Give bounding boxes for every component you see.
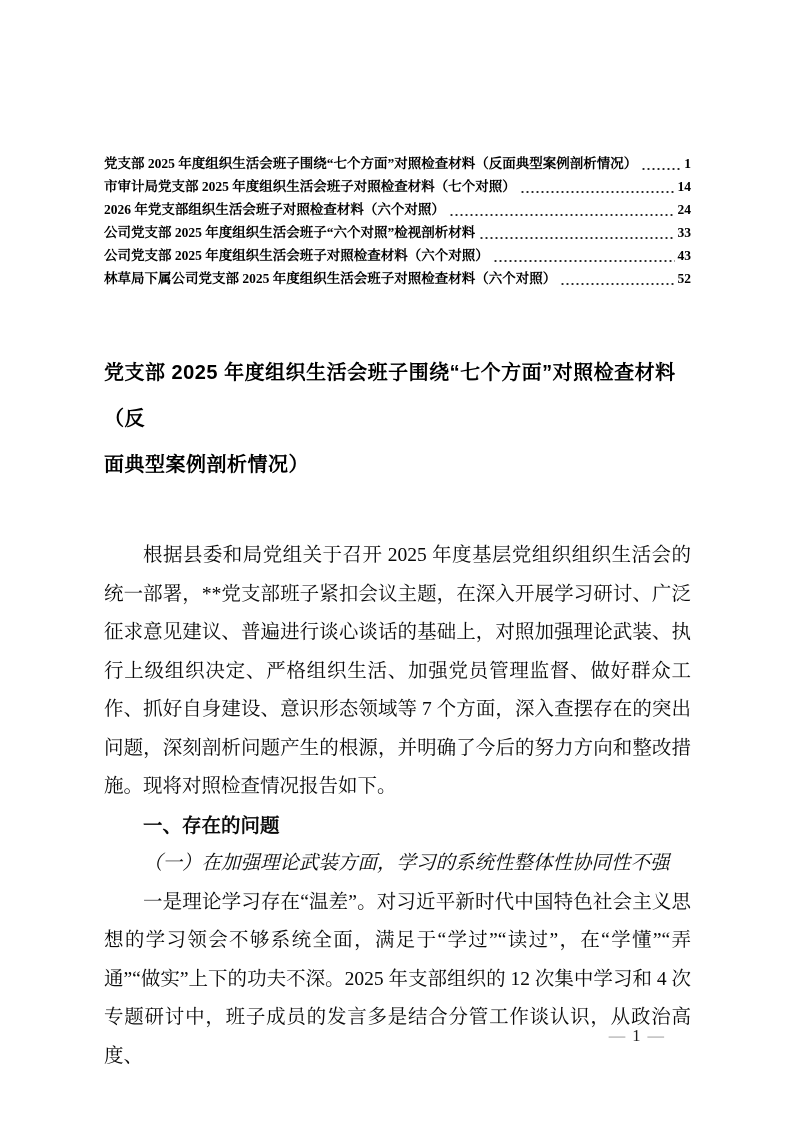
document-title (104, 350, 691, 488)
section-heading-problems: 一、存在的问题 (143, 814, 280, 837)
toc-entry[interactable] (104, 152, 691, 175)
toc-entry-title: 公司党支部 2025 年度组织生活会班子“六个对照”检视剖析材料 (104, 225, 476, 240)
paragraph-intro: 根据县委和局党组关于召开 2025 年度基层党组织组织生活会的统一部署，**党支部班子紧扣会议主题，在深入开展学习研讨、广泛征求意见建议、普遍进行谈心谈话的基础上，对照加强理论武装、执行上级组织决定、严格组织生活、加强党员管理监督、做好群众工作、抓好自身建设、意识形态领域等 7 个方面，深入查摆存在的突出问题，深刻剖析问题产生的根源，并明确了今后的努力方向和整改措施。现将对照检查情况报告如下。 (104, 545, 691, 797)
toc-leader-dots (449, 213, 675, 217)
toc-entry-page: 1 (684, 156, 691, 171)
toc-leader-dots (493, 259, 675, 263)
toc-entry-title: 党支部 2025 年度组织生活会班子围绕“七个方面”对照检查材料（反面典型案例剖析情况） (104, 156, 638, 171)
subsection-heading-theory: （一）在加强理论武装方面，学习的系统性整体性协同性不强 (143, 853, 670, 874)
toc-leader-dots (520, 190, 675, 194)
toc-entry-page: 52 (677, 271, 691, 286)
toc-entry-title: 公司党支部 2025 年度组织生活会班子对照检查材料（六个对照） (104, 248, 489, 263)
document-title-line-2: 面典型案例剖析情况） (104, 454, 309, 476)
toc-entry-title: 林草局下属公司党支部 2025 年度组织生活会班子对照检查材料（六个对照） (104, 271, 557, 286)
paragraph-theory-issue: 一是理论学习存在“温差”。对习近平新时代中国特色社会主义思想的学习领会不够系统全面，满足于“学过”“读过”，在“学懂”“弄通”“做实”上下的功夫不深。2025 年支部组织的 12 次集中学习和 4 次专题研讨中，班子成员的发言多是结合分管工作谈认识，从政治高度、 (104, 891, 691, 1067)
toc-entry-page: 14 (677, 179, 691, 194)
footer-dash-left: — (608, 1026, 626, 1045)
document-title-line-1: 党支部 2025 年度组织生活会班子围绕“七个方面”对照检查材料（反 (104, 362, 676, 430)
toc-entry-page: 24 (677, 202, 691, 217)
toc-entry[interactable] (104, 244, 691, 267)
toc-entry-page: 43 (677, 248, 691, 263)
toc-entry-page: 33 (677, 225, 691, 240)
footer-page-number: 1 (632, 1026, 641, 1045)
footer-dash-right: — (647, 1026, 664, 1045)
toc-leader-dots (479, 236, 674, 240)
toc-entry-title: 市审计局党支部 2025 年度组织生活会班子对照检查材料（七个对照） (104, 179, 516, 194)
document-body (104, 537, 691, 1076)
toc-entry[interactable] (104, 267, 691, 290)
page-content (104, 152, 691, 1076)
toc-leader-dots (641, 167, 681, 171)
toc-entry[interactable] (104, 221, 691, 244)
toc-entry[interactable] (104, 175, 691, 198)
toc-leader-dots (560, 282, 674, 286)
toc-entry[interactable] (104, 198, 691, 221)
page-footer (602, 1026, 671, 1046)
table-of-contents (104, 152, 691, 290)
toc-entry-title: 2026 年党支部组织生活会班子对照检查材料（六个对照） (104, 202, 445, 217)
